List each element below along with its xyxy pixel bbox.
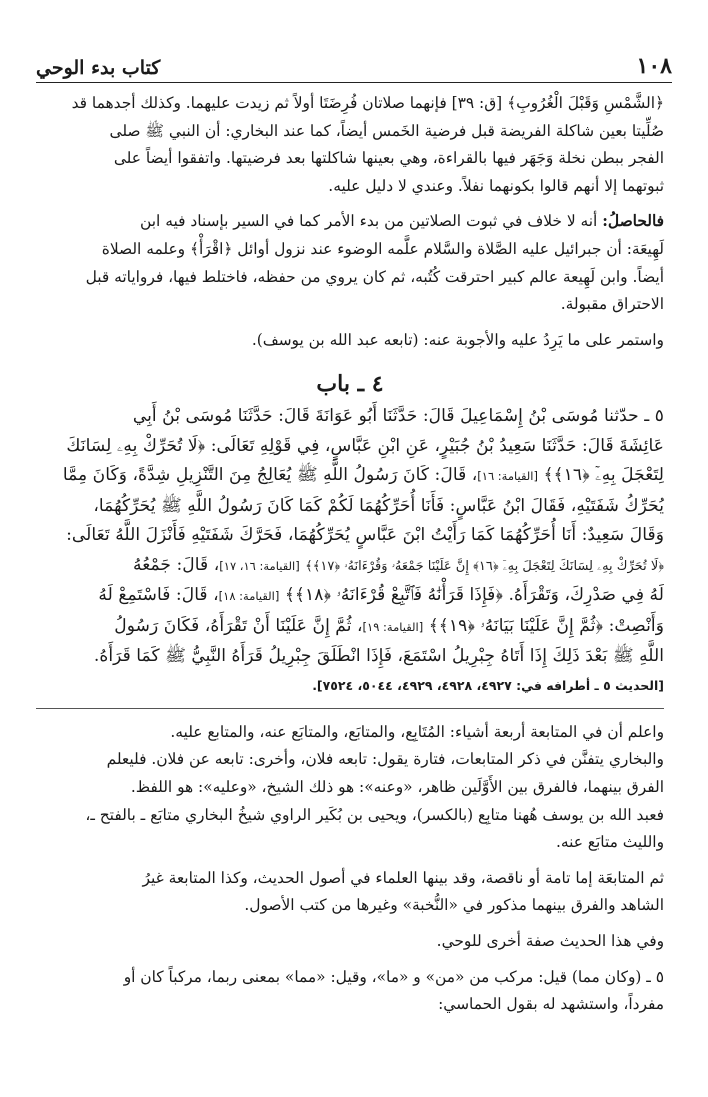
hadith-line — [36, 461, 664, 492]
running-title: كتاب بدء الوحي — [36, 57, 161, 79]
hadith-line: وَقَالَ سَعِيدٌ: أَنَا أُحَرِّكُهُمَا كَمَا رَأَيْتُ ابْنَ عَبَّاسٍ يُحَرِّكُهُمَا، فَحَرَّكَ شَفَتَيْهِ فَأَنْزَلَ اللَّهُ تَعَالَى: — [66, 525, 664, 546]
commentary-paragraph-2 — [36, 208, 664, 318]
hadith-line: عَائِشَةَ قَالَ: حَدَّثَنَا سَعِيدُ بْنُ جُبَيْرٍ، عَنِ ابْنِ عَبَّاسٍ، فِي قَوْلِهِ تَعَالَى: ﴿لَا تُحَرِّكْ بِهِۦ لِسَانَكَ — [66, 435, 664, 456]
commentary-paragraph-5 — [36, 865, 664, 920]
commentary-paragraph-1 — [36, 90, 664, 200]
page-content — [36, 90, 664, 1019]
text-span: ، قَالَ: جَمْعُهُ — [132, 554, 220, 575]
text-line: صُلِّيتا بعين شاكلة الفريضة قبل فرضية الخَمس أيضاً، كما عند البخاري: أن النبي ﷺ صلى — [109, 121, 664, 140]
text-span: وَأَنْصِتْ: ﴿ثُمَّ إِنَّ عَلَيْنَا بَيَانَهُۥ ﴿١٩﴾﴾ — [428, 615, 664, 636]
verse-reference: [القيامة: ١٨] — [218, 589, 280, 604]
hadith-line — [36, 551, 664, 582]
chapter-heading: ٤ ـ باب — [316, 371, 384, 398]
section-divider — [36, 708, 664, 709]
text-line: الشاهد والفرق بينهما مذكور في «النُّخبة» وغيرها من كتب الأصول. — [244, 896, 664, 915]
hadith-line: ٥ ـ حدّثنا مُوسَى بْنُ إِسْمَاعِيلَ قَالَ: حَدَّثَنَا أَبُو عَوَانَةَ قَالَ: حَدَّثَنَا مُوسَى بْنُ أَبِي — [132, 406, 664, 427]
text-line: الفجر ببطن نخلة وَجَهَر فيها بالقراءة، وهي بعينها شاكلتها بعد فرضيتها. واتفقوا أيضاً على — [113, 149, 664, 168]
text-span: ، قَالَ: كَانَ رَسُولُ اللَّهِ ﷺ يُعَالِجُ مِنَ التَّنْزِيلِ شِدَّةً، وَكَانَ مِمَّا — [62, 465, 478, 486]
hadith-line: اللَّهِ ﷺ بَعْدَ ذَلِكَ إِذَا أَتَاهُ جِبْرِيلُ اسْتَمَعَ، فَإِذَا انْطَلَقَ جِبْرِيلُ قَرَأَهُ النَّبِيُّ ﷺ كَمَا قَرَأَهُ. — [93, 646, 664, 667]
commentary-paragraph-3 — [36, 327, 664, 355]
hadith-text — [36, 402, 664, 672]
text-line: الاحتراق مقبولة. — [560, 295, 664, 314]
quran-verse: ﴿لَا تُحَرِّكْ بِهِۦ لِسَانَكَ لِتَعْجَلَ بِهِۦٓ ﴿١٦﴾ إِنَّ عَلَيْنَا جَمْعَهُۥ وَقُرْءَانَهُۥ ﴿١٧﴾﴾ — [305, 558, 664, 574]
text-line: ﴿الشَّمْسِ وَقَبْلَ الْغُرُوبِ﴾ [ق: ٣٩] فإنهما صلاتان فُرِضَتَا أولاً ثم زيدت عليهما. وكذلك أجدهما قد — [71, 94, 664, 112]
text-line: لَهِيعَة: أن جبرائيل عليه الصَّلاة والسَّلام علَّمه الوضوء عند نزول أوائل ﴿اقْرَأْ﴾ وعلمه الصلاة — [101, 239, 664, 258]
commentary-paragraph-7 — [36, 964, 664, 1019]
text-line: وفي هذا الحديث صفة أخرى للوحي. — [436, 932, 664, 950]
paragraph-lead: فالحاصلُ: — [602, 212, 664, 231]
quran-verse: لِتَعْجَلَ بِهِۦٓ ﴿١٦﴾﴾ — [543, 465, 664, 486]
text-line: ثبوتهما إلا أنهم قالوا بكونهما نفلاً. وعندي لا دليل عليه. — [328, 176, 664, 195]
text-line: والبخاري يتفنَّن في ذكر المتابعات، فتارة يقول: تابعه فلان، وأخرى: تابعه عن فلان. فليعلم — [106, 750, 664, 769]
text-line: مفرداً، واستشهد له بقول الحماسي: — [438, 995, 664, 1014]
verse-reference: [القيامة: ١٩] — [362, 619, 424, 634]
verse-reference: [القيامة: ١٦] — [477, 469, 538, 484]
text-line: الفرق بينهما، فالفرق بين الأَوَّلَين ظاهر، «وعنه»: هو ذلك الشيخ، «وعليه»: هو اللفظ. — [130, 778, 664, 797]
text-line — [36, 208, 664, 236]
text-line: فعبد الله بن يوسف هُهنا متابِع (بالكسر)، ويحيى بن بُكَير الراوي شيخُ البخاري متابَع ـ بالفتح ـ، — [85, 805, 664, 824]
hadith-line — [36, 612, 664, 643]
text-line: واستمر على ما يَرِدُ عليه والأجوبة عنه: (تابعه عبد الله بن يوسف). — [251, 330, 664, 349]
page-number: ١٠٨ — [636, 53, 672, 79]
hadith-cross-references: [الحديث ٥ ـ أطرافه في: ٤٩٢٧، ٤٩٢٨، ٤٩٢٩، ٥٠٤٤، ٧٥٢٤]. — [312, 677, 664, 693]
text-span: ، قَالَ: فَاسْتَمِعْ لَهُ — [98, 585, 219, 606]
page-header — [36, 46, 672, 83]
text-line: ثم المتابعَة إما تامة أو ناقصة، وقد بينها العلماء في أصول الحديث، وكذا المتابعة غيرُ — [142, 868, 664, 887]
text-line: والليث متابَع عنه. — [555, 833, 664, 852]
hadith-line: يُحَرِّكُ شَفَتَيْهِ، فَقَالَ ابْنُ عَبَّاسٍ: فَأَنَا أُحَرِّكُهُمَا لَكُمْ كَمَا كَانَ رَسُولُ اللَّهِ ﷺ يُحَرِّكُهُمَا، — [93, 495, 664, 516]
text-line: واعلم أن في المتابعة أربعة أشياء: المُتَابِع، والمتابَع، والمتابَع عنه، والمتابع عليه. — [170, 722, 664, 741]
text-line: أيضاً. وابن لَهِيعة عالم كبير احترقت كُتُبه، ثم كان يروي من حفظه، فاختلط فيها، فرواياته قبل — [85, 267, 664, 286]
text-line: ٥ ـ (وكان مما) قيل: مركب من «من» و «ما»، وقيل: «مما» بمعنى ربما، مركباً كان أو — [123, 967, 664, 986]
text-span: ، ثُمَّ إِنَّ عَلَيْنَا أَنْ تَقْرَأَهُ، فَكَانَ رَسُولُ — [114, 615, 363, 636]
commentary-paragraph-6 — [36, 928, 664, 956]
hadith-line — [36, 581, 664, 612]
verse-reference: [القيامة: ١٦، ١٧] — [219, 558, 300, 573]
commentary-paragraph-4 — [36, 719, 664, 857]
text-span: أنه لا خلاف في ثبوت الصلاتين من بدء الأمر كما في السير بإسناد فيه ابن — [140, 212, 598, 231]
text-span: لَهُ فِي صَدْرِكَ، وَتَقْرَأَهُ. ﴿فَإِذَا قَرَأْنَٰهُ فَٱتَّبِعْ قُرْءَانَهُۥ ﴿١٨﴾﴾ — [284, 585, 664, 606]
